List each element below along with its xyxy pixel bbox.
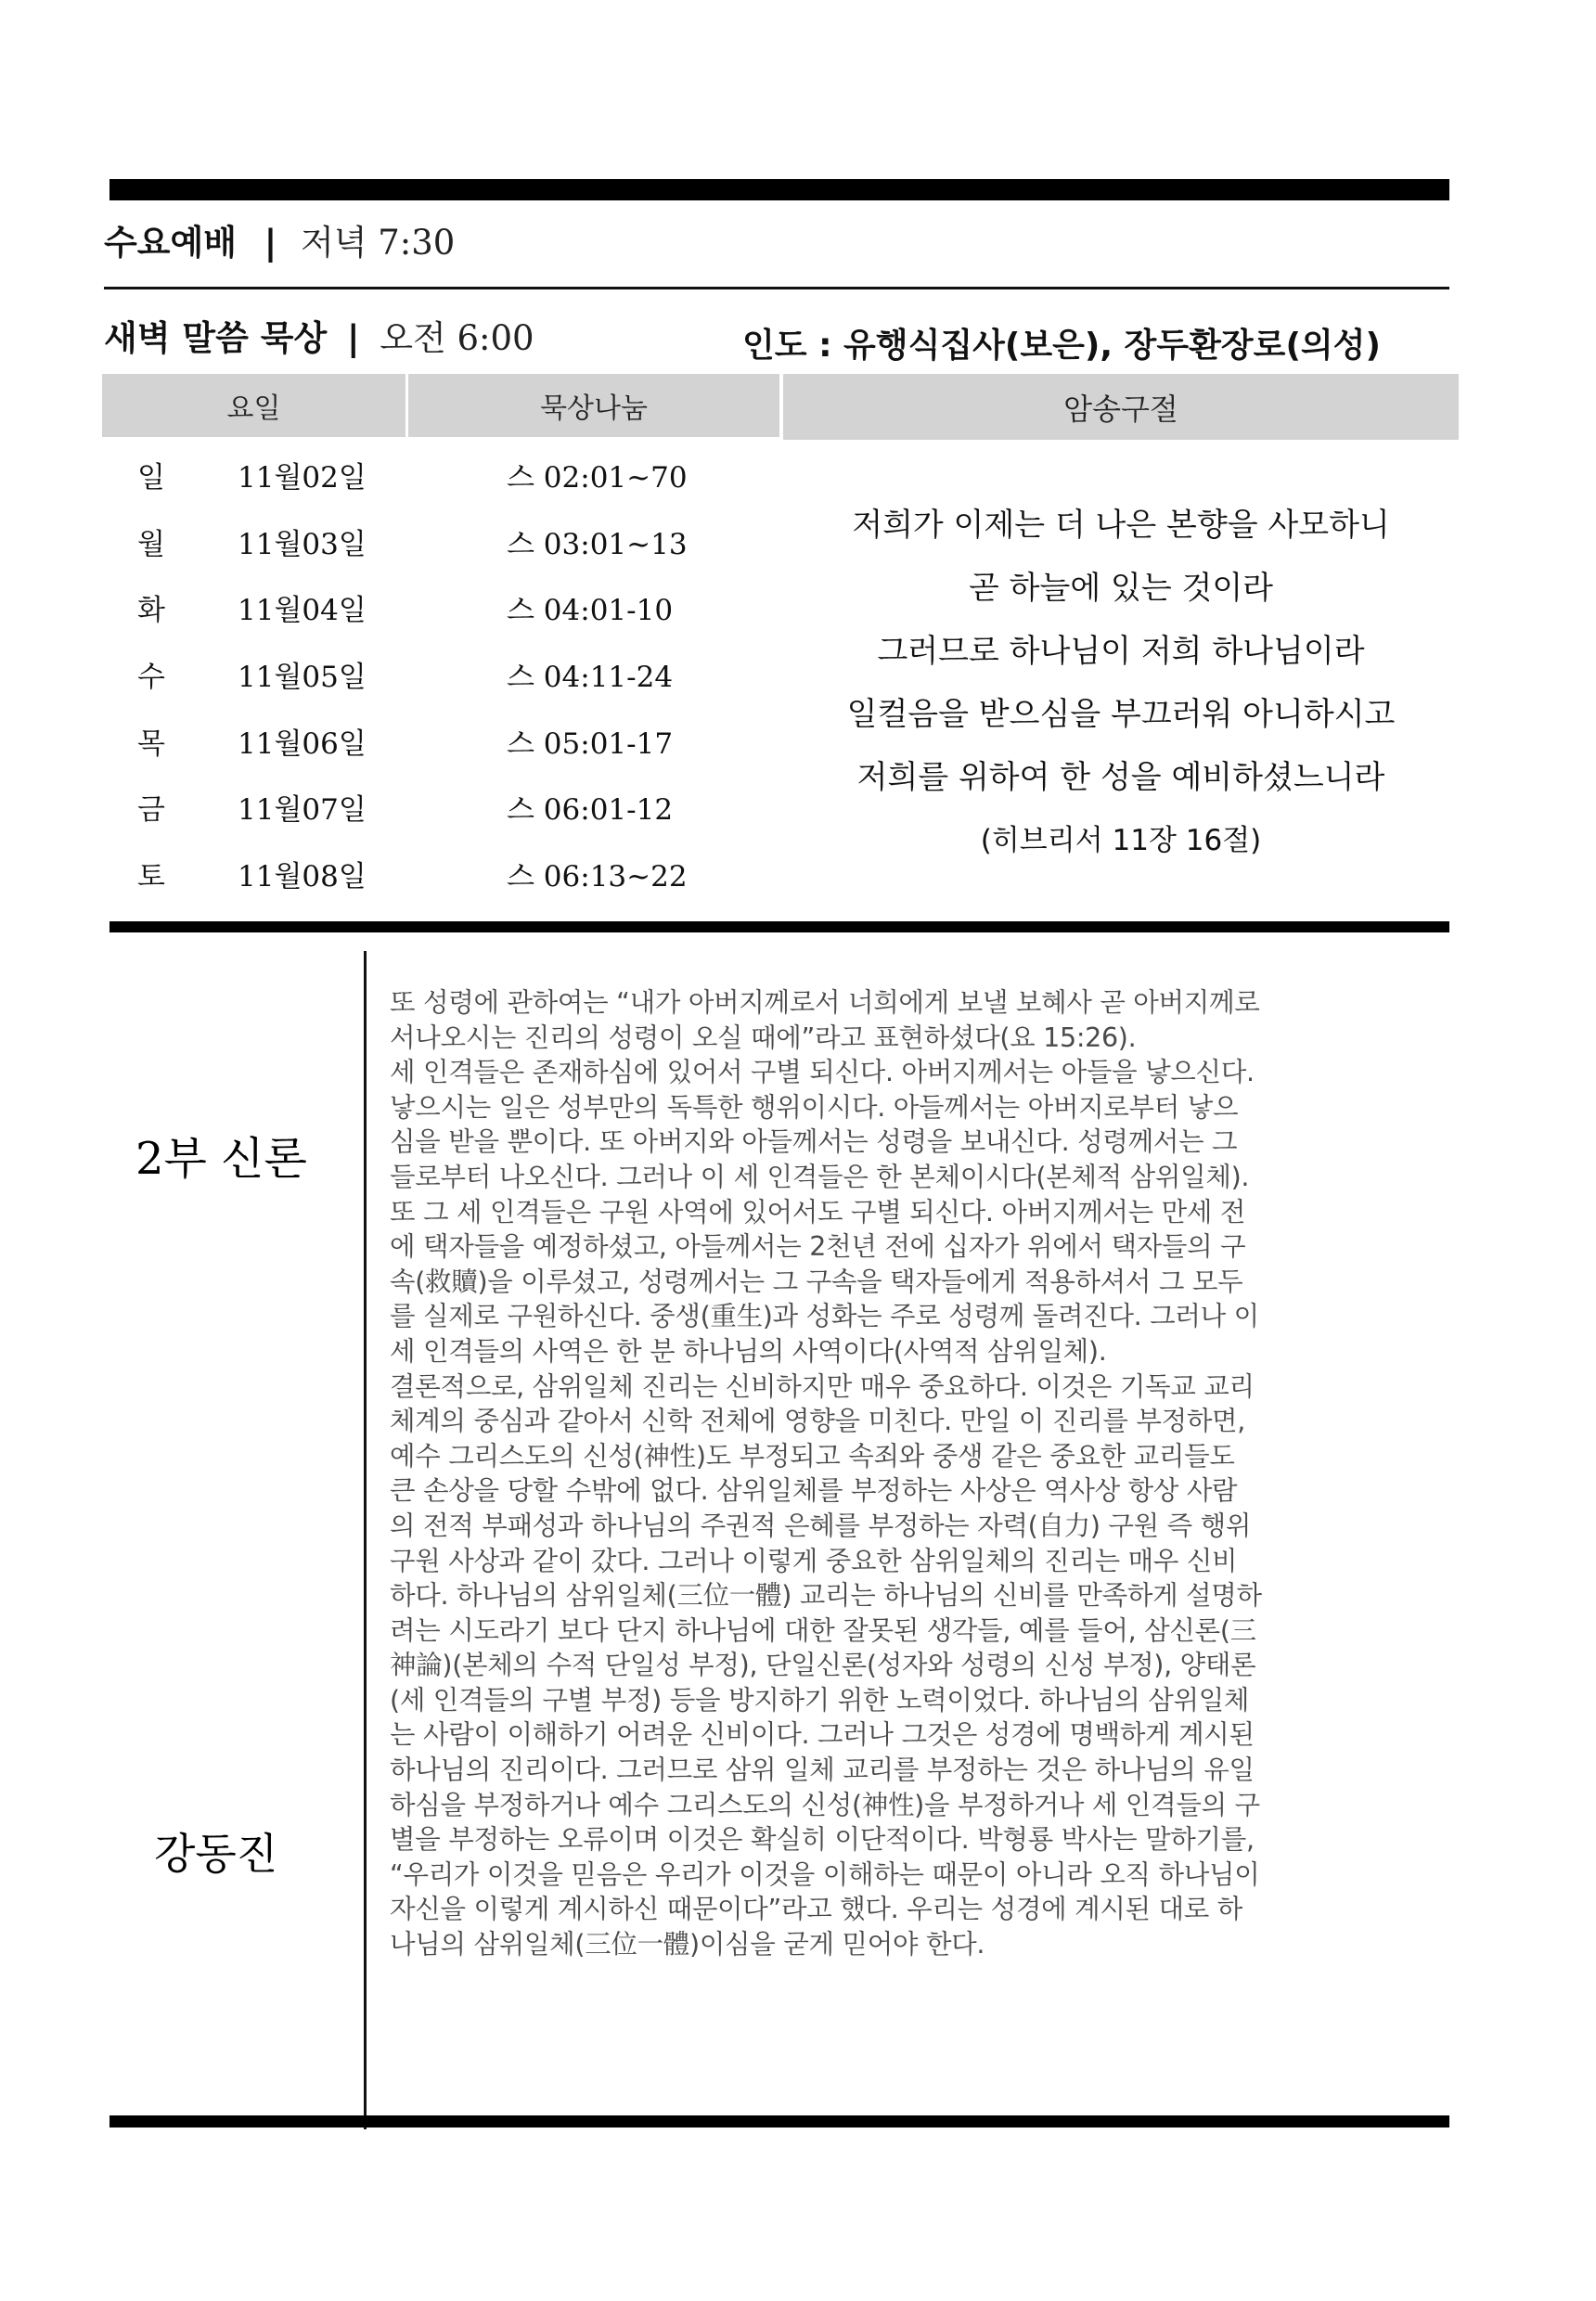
row-date: 11월07일 bbox=[238, 792, 367, 827]
table-row bbox=[0, 584, 779, 630]
wednesday-service-line bbox=[104, 223, 456, 263]
row-date: 11월03일 bbox=[238, 527, 367, 561]
row-reading: 스 04:01-10 bbox=[507, 593, 674, 627]
row-day: 목 bbox=[137, 726, 165, 761]
header-rule bbox=[104, 287, 1449, 289]
row-day: 일 bbox=[137, 460, 165, 495]
row-day: 금 bbox=[137, 792, 165, 827]
article-line: 낳으시는 일은 성부만의 독특한 행위이시다. 아들께서는 아버지로부터 낳으 bbox=[390, 1091, 1239, 1123]
row-reading: 스 06:01-12 bbox=[507, 792, 674, 827]
memory-verse-reference: (히브리서 11장 16절) bbox=[980, 824, 1262, 857]
article-line: 자신을 이렇게 계시하신 때문이다”라고 했다. 우리는 성경에 계시된 대로 하 bbox=[390, 1894, 1242, 1925]
article-line: 속(救贖)을 이루셨고, 성령께서는 그 구속을 택자들에게 적용하셔서 그 모두 bbox=[390, 1266, 1243, 1297]
wednesday-service-title: 수요예배 bbox=[104, 223, 237, 263]
dawn-meditation-title: 새벽 말씀 묵상 bbox=[104, 318, 328, 358]
article-section-title: 2부 신론 bbox=[135, 1133, 307, 1185]
row-date: 11월05일 bbox=[238, 660, 367, 694]
article-line: 또 그 세 인격들은 구원 사역에 있어서도 구별 되신다. 아버지께서는 만세 전 bbox=[390, 1196, 1246, 1228]
table-row bbox=[0, 783, 779, 829]
article-line: 神論)(본체의 수적 단일성 부정), 단일신론(성자와 성령의 신성 부정), 양태론 bbox=[390, 1650, 1256, 1681]
row-reading: 스 03:01~13 bbox=[507, 527, 688, 561]
table-header-day-label: 요일 bbox=[226, 392, 281, 425]
memory-verse-line: 곧 하늘에 있는 것이라 bbox=[968, 570, 1274, 607]
row-day: 월 bbox=[137, 527, 165, 561]
top-divider-bar bbox=[109, 179, 1449, 200]
article-line: 하다. 하나님의 삼위일체(三位一體) 교리는 하나님의 신비를 만족하게 설명하 bbox=[390, 1580, 1262, 1612]
table-row bbox=[0, 717, 779, 764]
row-date: 11월02일 bbox=[238, 460, 367, 495]
row-reading: 스 02:01~70 bbox=[507, 460, 688, 495]
table-header-memory-verse bbox=[783, 374, 1459, 440]
article-line: 체계의 중심과 같아서 신학 전체에 영향을 미친다. 만일 이 진리를 부정하면, bbox=[390, 1406, 1246, 1437]
article-line: 의 전적 부패성과 하나님의 주권적 은혜를 부정하는 자력(自力) 구원 즉 행위 bbox=[390, 1510, 1252, 1541]
table-header-reading-label: 묵상나눔 bbox=[540, 392, 648, 425]
article-line: 예수 그리스도의 신성(神性)도 부정되고 속죄와 중생 같은 중요한 교리들도 bbox=[390, 1440, 1235, 1472]
memory-verse-line: 저희를 위하여 한 성을 예비하셨느니라 bbox=[856, 759, 1385, 796]
memory-verse-line: 그러므로 하나님이 저희 하나님이라 bbox=[877, 633, 1365, 670]
article-line: (세 인격들의 구별 부정) 등을 방지하기 위한 노력이었다. 하나님의 삼위일체 bbox=[390, 1684, 1250, 1716]
table-row bbox=[0, 850, 779, 896]
table-bottom-bar bbox=[109, 921, 1449, 932]
dawn-meditation-line bbox=[104, 318, 534, 358]
memory-verse bbox=[783, 494, 1459, 872]
row-reading: 스 06:13~22 bbox=[507, 859, 688, 893]
article-line: 결론적으로, 삼위일체 진리는 신비하지만 매우 중요하다. 이것은 기독교 교리 bbox=[390, 1370, 1255, 1402]
article-vertical-divider bbox=[364, 951, 367, 2129]
article-line: 구원 사상과 같이 갔다. 그러나 이렇게 중요한 삼위일체의 진리는 매우 신비 bbox=[390, 1545, 1238, 1576]
wednesday-service-separator: | bbox=[264, 223, 277, 263]
article-line: 하나님의 진리이다. 그러므로 삼위 일체 교리를 부정하는 것은 하나님의 유일 bbox=[390, 1755, 1255, 1786]
article-line: 세 인격들의 사역은 한 분 하나님의 사역이다(사역적 삼위일체). bbox=[390, 1335, 1107, 1367]
bottom-divider-bar bbox=[109, 2115, 1449, 2127]
article-line: 나님의 삼위일체(三位一體)이심을 굳게 믿어야 한다. bbox=[390, 1929, 985, 1960]
article-line: 큰 손상을 당할 수밖에 없다. 삼위일체를 부정하는 사상은 역사상 항상 사람 bbox=[390, 1475, 1238, 1507]
row-day: 화 bbox=[137, 593, 165, 627]
dawn-meditation-separator: | bbox=[346, 318, 360, 358]
article-line: “우리가 이것을 믿음은 우리가 이것을 이해하는 때문이 아니라 오직 하나님이 bbox=[390, 1858, 1260, 1890]
row-day: 토 bbox=[137, 859, 165, 893]
article-body bbox=[390, 985, 1457, 1962]
article-line: 에 택자들을 예정하셨고, 아들께서는 2천년 전에 십자가 위에서 택자들의 구 bbox=[390, 1231, 1246, 1263]
memory-verse-line: 저희가 이제는 더 나은 본향을 사모하니 bbox=[852, 507, 1390, 544]
memory-verse-line: 일컬음을 받으심을 부끄러워 아니하시고 bbox=[846, 696, 1396, 733]
row-date: 11월06일 bbox=[238, 726, 367, 761]
row-reading: 스 04:11-24 bbox=[507, 660, 674, 694]
article-line: 를 실제로 구원하신다. 중생(重生)과 성화는 주로 성령께 돌려진다. 그러나 이 bbox=[390, 1301, 1259, 1332]
article-line: 하심을 부정하거나 예수 그리스도의 신성(神性)을 부정하거나 세 인격들의 구 bbox=[390, 1789, 1260, 1820]
article-line: 는 사람이 이해하기 어려운 신비이다. 그러나 그것은 성경에 명백하게 계시된 bbox=[390, 1719, 1255, 1751]
article-author: 강동진 bbox=[154, 1829, 278, 1879]
row-day: 수 bbox=[137, 660, 165, 694]
row-date: 11월08일 bbox=[238, 859, 367, 893]
table-header-day bbox=[102, 374, 405, 437]
dawn-meditation-time: 오전 6:00 bbox=[380, 318, 534, 358]
wednesday-service-time: 저녁 7:30 bbox=[301, 223, 456, 263]
table-row bbox=[0, 518, 779, 564]
article-line: 서나오시는 진리의 성령이 오실 때에”라고 표현하셨다(요 15:26). bbox=[390, 1022, 1137, 1053]
article-line: 또 성령에 관하여는 “내가 아버지께로서 너희에게 보낼 보혜사 곧 아버지께로 bbox=[390, 987, 1260, 1018]
dawn-meditation-leader: 인도 : 유행식집사(보은), 장두환장로(의성) bbox=[742, 327, 1381, 365]
table-header-memory-verse-label: 암송구절 bbox=[1063, 391, 1178, 427]
article-line: 세 인격들은 존재하심에 있어서 구별 되신다. 아버지께서는 아들을 낳으신다. bbox=[390, 1057, 1255, 1088]
table-row bbox=[0, 451, 779, 497]
article-line: 별을 부정하는 오류이며 이것은 확실히 이단적이다. 박형룡 박사는 말하기를, bbox=[390, 1824, 1255, 1856]
article-line: 들로부터 나오신다. 그러나 이 세 인격들은 한 본체이시다(본체적 삼위일체). bbox=[390, 1161, 1250, 1192]
table-row bbox=[0, 650, 779, 697]
article-line: 려는 시도라기 보다 단지 하나님에 대한 잘못된 생각들, 예를 들어, 삼신론(三 bbox=[390, 1614, 1256, 1646]
row-date: 11월04일 bbox=[238, 593, 367, 627]
article-line: 심을 받을 뿐이다. 또 아버지와 아들께서는 성령을 보내신다. 성령께서는 그 bbox=[390, 1126, 1238, 1158]
row-reading: 스 05:01-17 bbox=[507, 726, 674, 761]
table-header-reading bbox=[408, 374, 779, 437]
